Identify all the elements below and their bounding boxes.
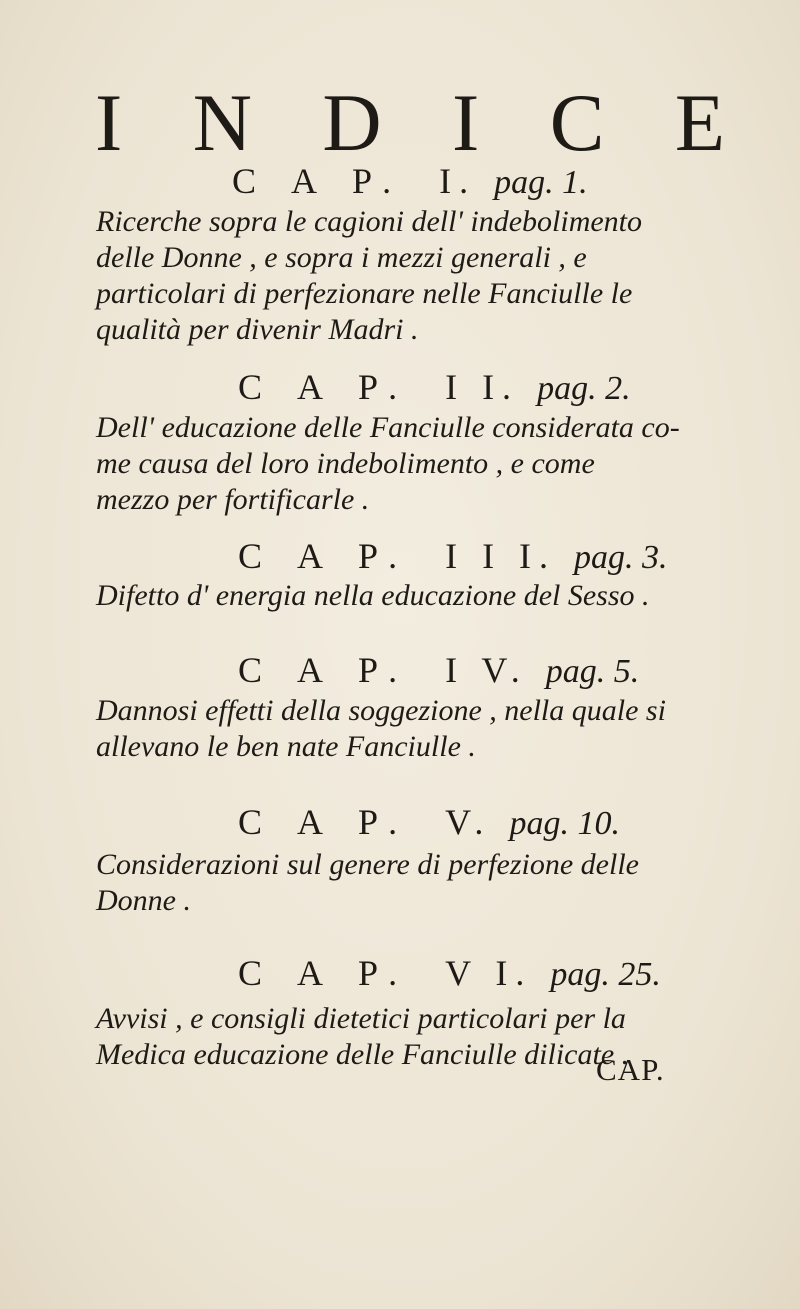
chapter-description-4 (96, 693, 716, 765)
title-letter: D (322, 77, 382, 168)
chapter-heading-2 (238, 369, 631, 406)
description-line: Dannosi effetti della soggezione , nella quale si (96, 694, 666, 727)
chapter-description-1 (96, 204, 716, 348)
chapter-number: I V. (445, 650, 528, 690)
chapter-number: I I. (445, 367, 520, 407)
chapter-heading-5 (238, 804, 620, 841)
chapter-label: C A P. (238, 953, 412, 993)
description-line: Donne . (96, 884, 191, 917)
description-line: Medica educazione delle Fanciulle dilicate . (96, 1038, 630, 1071)
chapter-label: C A P. (238, 536, 412, 576)
chapter-page: pag. 10. (509, 805, 620, 842)
description-line: particolari di perfezionare nelle Fanciulle le (96, 277, 633, 310)
chapter-heading-3 (238, 538, 668, 575)
description-line: mezzo per fortificarle . (96, 483, 370, 516)
title-letter: E (674, 77, 725, 168)
chapter-heading-1 (232, 163, 588, 200)
chapter-label: C A P. (232, 161, 406, 201)
description-line: Ricerche sopra le cagioni dell' indebolimento (96, 205, 643, 238)
description-line: Dell' educazione delle Fanciulle considerata co- (96, 411, 680, 444)
description-line: Difetto d' energia nella educazione del Sesso . (96, 579, 650, 612)
chapter-page: pag. 5. (545, 653, 640, 690)
chapter-description-5 (96, 847, 716, 919)
description-line: me causa del loro indebolimento , e come (96, 447, 595, 480)
chapter-number: I I I. (445, 536, 557, 576)
page-title (95, 77, 725, 168)
description-line: qualità per divenir Madri . (96, 313, 419, 346)
chapter-heading-6 (238, 955, 661, 992)
chapter-page: pag. 25. (550, 956, 661, 993)
chapter-heading-4 (238, 652, 639, 689)
chapter-description-2 (96, 410, 716, 518)
description-line: Avvisi , e consigli dietetici particolari per la (96, 1002, 626, 1035)
description-line: allevano le ben nate Fanciulle . (96, 730, 476, 763)
description-line: delle Donne , e sopra i mezzi generali , e (96, 241, 587, 274)
title-letter: C (549, 77, 605, 168)
chapter-number: V I. (445, 953, 533, 993)
catchword: CAP. (596, 1052, 665, 1087)
title-letter: I (95, 77, 123, 168)
title-letter: I (452, 77, 480, 168)
chapter-page: pag. 1. (494, 164, 588, 201)
chapter-description-3 (96, 578, 716, 614)
description-line: Considerazioni sul genere di perfezione delle (96, 848, 639, 881)
title-letter: N (192, 77, 252, 168)
chapter-number: I. (439, 161, 477, 201)
chapter-label: C A P. (238, 367, 412, 407)
chapter-page: pag. 3. (574, 539, 668, 576)
chapter-label: C A P. (238, 802, 412, 842)
chapter-page: pag. 2. (537, 370, 631, 407)
chapter-label: C A P. (238, 650, 412, 690)
chapter-number: V. (445, 802, 492, 842)
